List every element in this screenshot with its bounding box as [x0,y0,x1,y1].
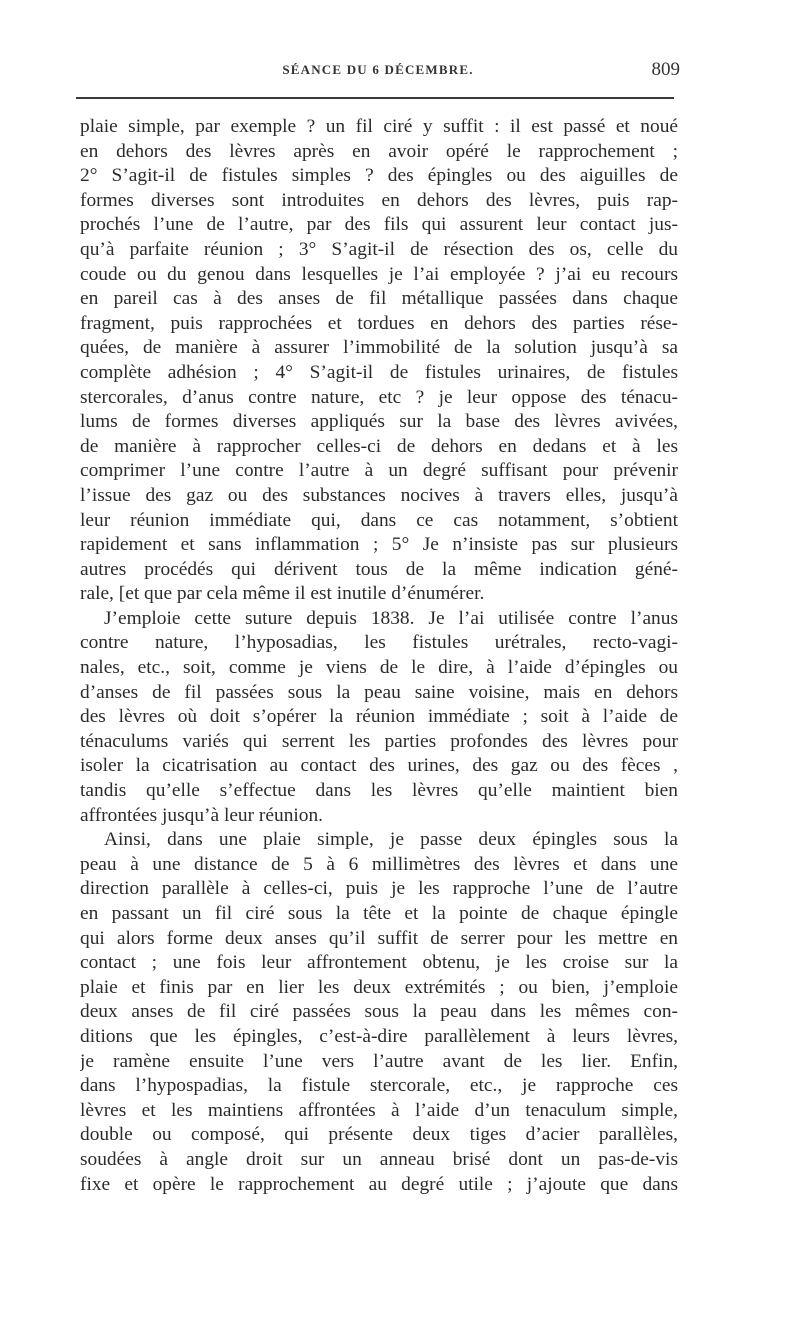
text-line: plaie simple, par exemple ? un fil ciré y suffit : il est passé et noué [80,116,678,137]
text-line: qu’à parfaite réunion ; 3° S’agit-il de résection des os, celle du [80,238,678,260]
text-line: ténaculums variés qui serrent les parties profondes des lèvres pour [80,730,678,752]
text-line: double ou composé, qui présente deux tiges d’acier parallèles, [80,1124,678,1146]
text-line: l’issue des gaz ou des substances nocives à travers elles, jusqu’à [80,484,678,506]
text-line: leur réunion immédiate qui, dans ce cas notamment, s’obtient [80,509,678,531]
text-line: complète adhésion ; 4° S’agit-il de fistules urinaires, de fistules [80,361,678,383]
text-line: contre nature, l’hyposadias, les fistules urétrales, recto-vagi- [80,632,678,654]
text-line: je ramène ensuite l’une vers l’autre avant de les lier. Enfin, [80,1050,678,1072]
text-line: des lèvres où doit s’opérer la réunion immédiate ; soit à l’aide de [80,706,678,728]
text-line: contact ; une fois leur affrontement obtenu, je les croise sur la [80,952,678,974]
running-title: SÉANCE DU 6 DÉCEMBRE. [282,62,474,77]
text-line: rale, [et que par cela même il est inutile d’énumérer. [80,583,485,605]
text-line: J’emploie cette suture depuis 1838. Je l’ai utilisée contre l’anus [104,607,678,629]
text-line: formes diverses sont introduites en dehors des lèvres, puis rap- [80,189,678,211]
text-line: en dehors des lèvres après en avoir opéré le rapprochement ; [80,140,678,162]
text-line: en pareil cas à des anses de fil métallique passées dans chaque [80,288,678,310]
text-line: dans l’hypospadias, la fistule stercorale, etc., je rapproche ces [80,1075,678,1097]
page-number: 809 [651,59,680,80]
text-line: qui alors forme deux anses qu’il suffit de serrer pour les mettre en [80,927,678,949]
text-line: quées, de manière à assurer l’immobilité de la solution jusqu’à sa [80,337,678,359]
text-line: comprimer l’une contre l’autre à un degré suffisant pour prévenir [80,460,678,482]
text-line: deux anses de fil ciré passées sous la peau dans les mêmes con- [80,1001,678,1023]
text-line: fixe et opère le rapprochement au degré utile ; j’ajoute que dans [80,1173,678,1195]
text-line: autres procédés qui dérivent tous de la même indication géné- [80,558,678,580]
text-line: en passant un fil ciré sous la tête et la pointe de chaque épingle [80,903,678,924]
text-line: peau à une distance de 5 à 6 millimètres des lèvres et dans une [80,853,678,875]
text-line: prochés l’une de l’autre, par des fils qui assurent leur contact jus- [80,214,678,236]
running-head [76,59,680,90]
text-line: soudées à angle droit sur un anneau brisé dont un pas-de-vis [80,1148,678,1170]
text-line: 2° S’agit-il de fistules simples ? des épingles ou des aiguilles de [80,165,678,187]
text-line: lums de formes diverses appliqués sur la base des lèvres avivées, [80,411,678,433]
text-line: fragment, puis rapprochées et tordues en dehors des parties rése- [80,312,678,334]
text-line: de manière à rapprocher celles-ci de dehors en dedans et à les [80,435,678,457]
text-line: direction parallèle à celles-ci, puis je les rapproche l’une de l’autre [80,878,678,900]
text-line: plaie et finis par en lier les deux extrémités ; ou bien, j’emploie [80,976,678,998]
text-line: tandis qu’elle s’effectue dans les lèvres qu’elle maintient bien [80,780,678,802]
text-line: stercorales, d’anus contre nature, etc ? je leur oppose des ténacu- [80,386,678,408]
text-line: isoler la cicatrisation au contact des urines, des gaz ou des fèces , [80,755,678,777]
text-line: d’anses de fil passées sous la peau saine voisine, mais en dehors [80,681,678,703]
text-line: lèvres et les maintiens affrontées à l’aide d’un tenaculum simple, [80,1099,678,1121]
body-text [80,115,678,1197]
header-rule [76,97,674,99]
text-line: affrontées jusqu’à leur réunion. [80,804,324,826]
text-line: rapidement et sans inflammation ; 5° Je n’insiste pas sur plusieurs [80,534,678,556]
text-line: Ainsi, dans une plaie simple, je passe deux épingles sous la [104,829,678,851]
text-line: ditions que les épingles, c’est-à-dire parallèlement à leurs lèvres, [80,1025,678,1047]
text-line: coude ou du genou dans lesquelles je l’ai employée ? j’ai eu recours [80,263,678,285]
text-line: nales, etc., soit, comme je viens de le dire, à l’aide d’épingles ou [80,657,678,679]
